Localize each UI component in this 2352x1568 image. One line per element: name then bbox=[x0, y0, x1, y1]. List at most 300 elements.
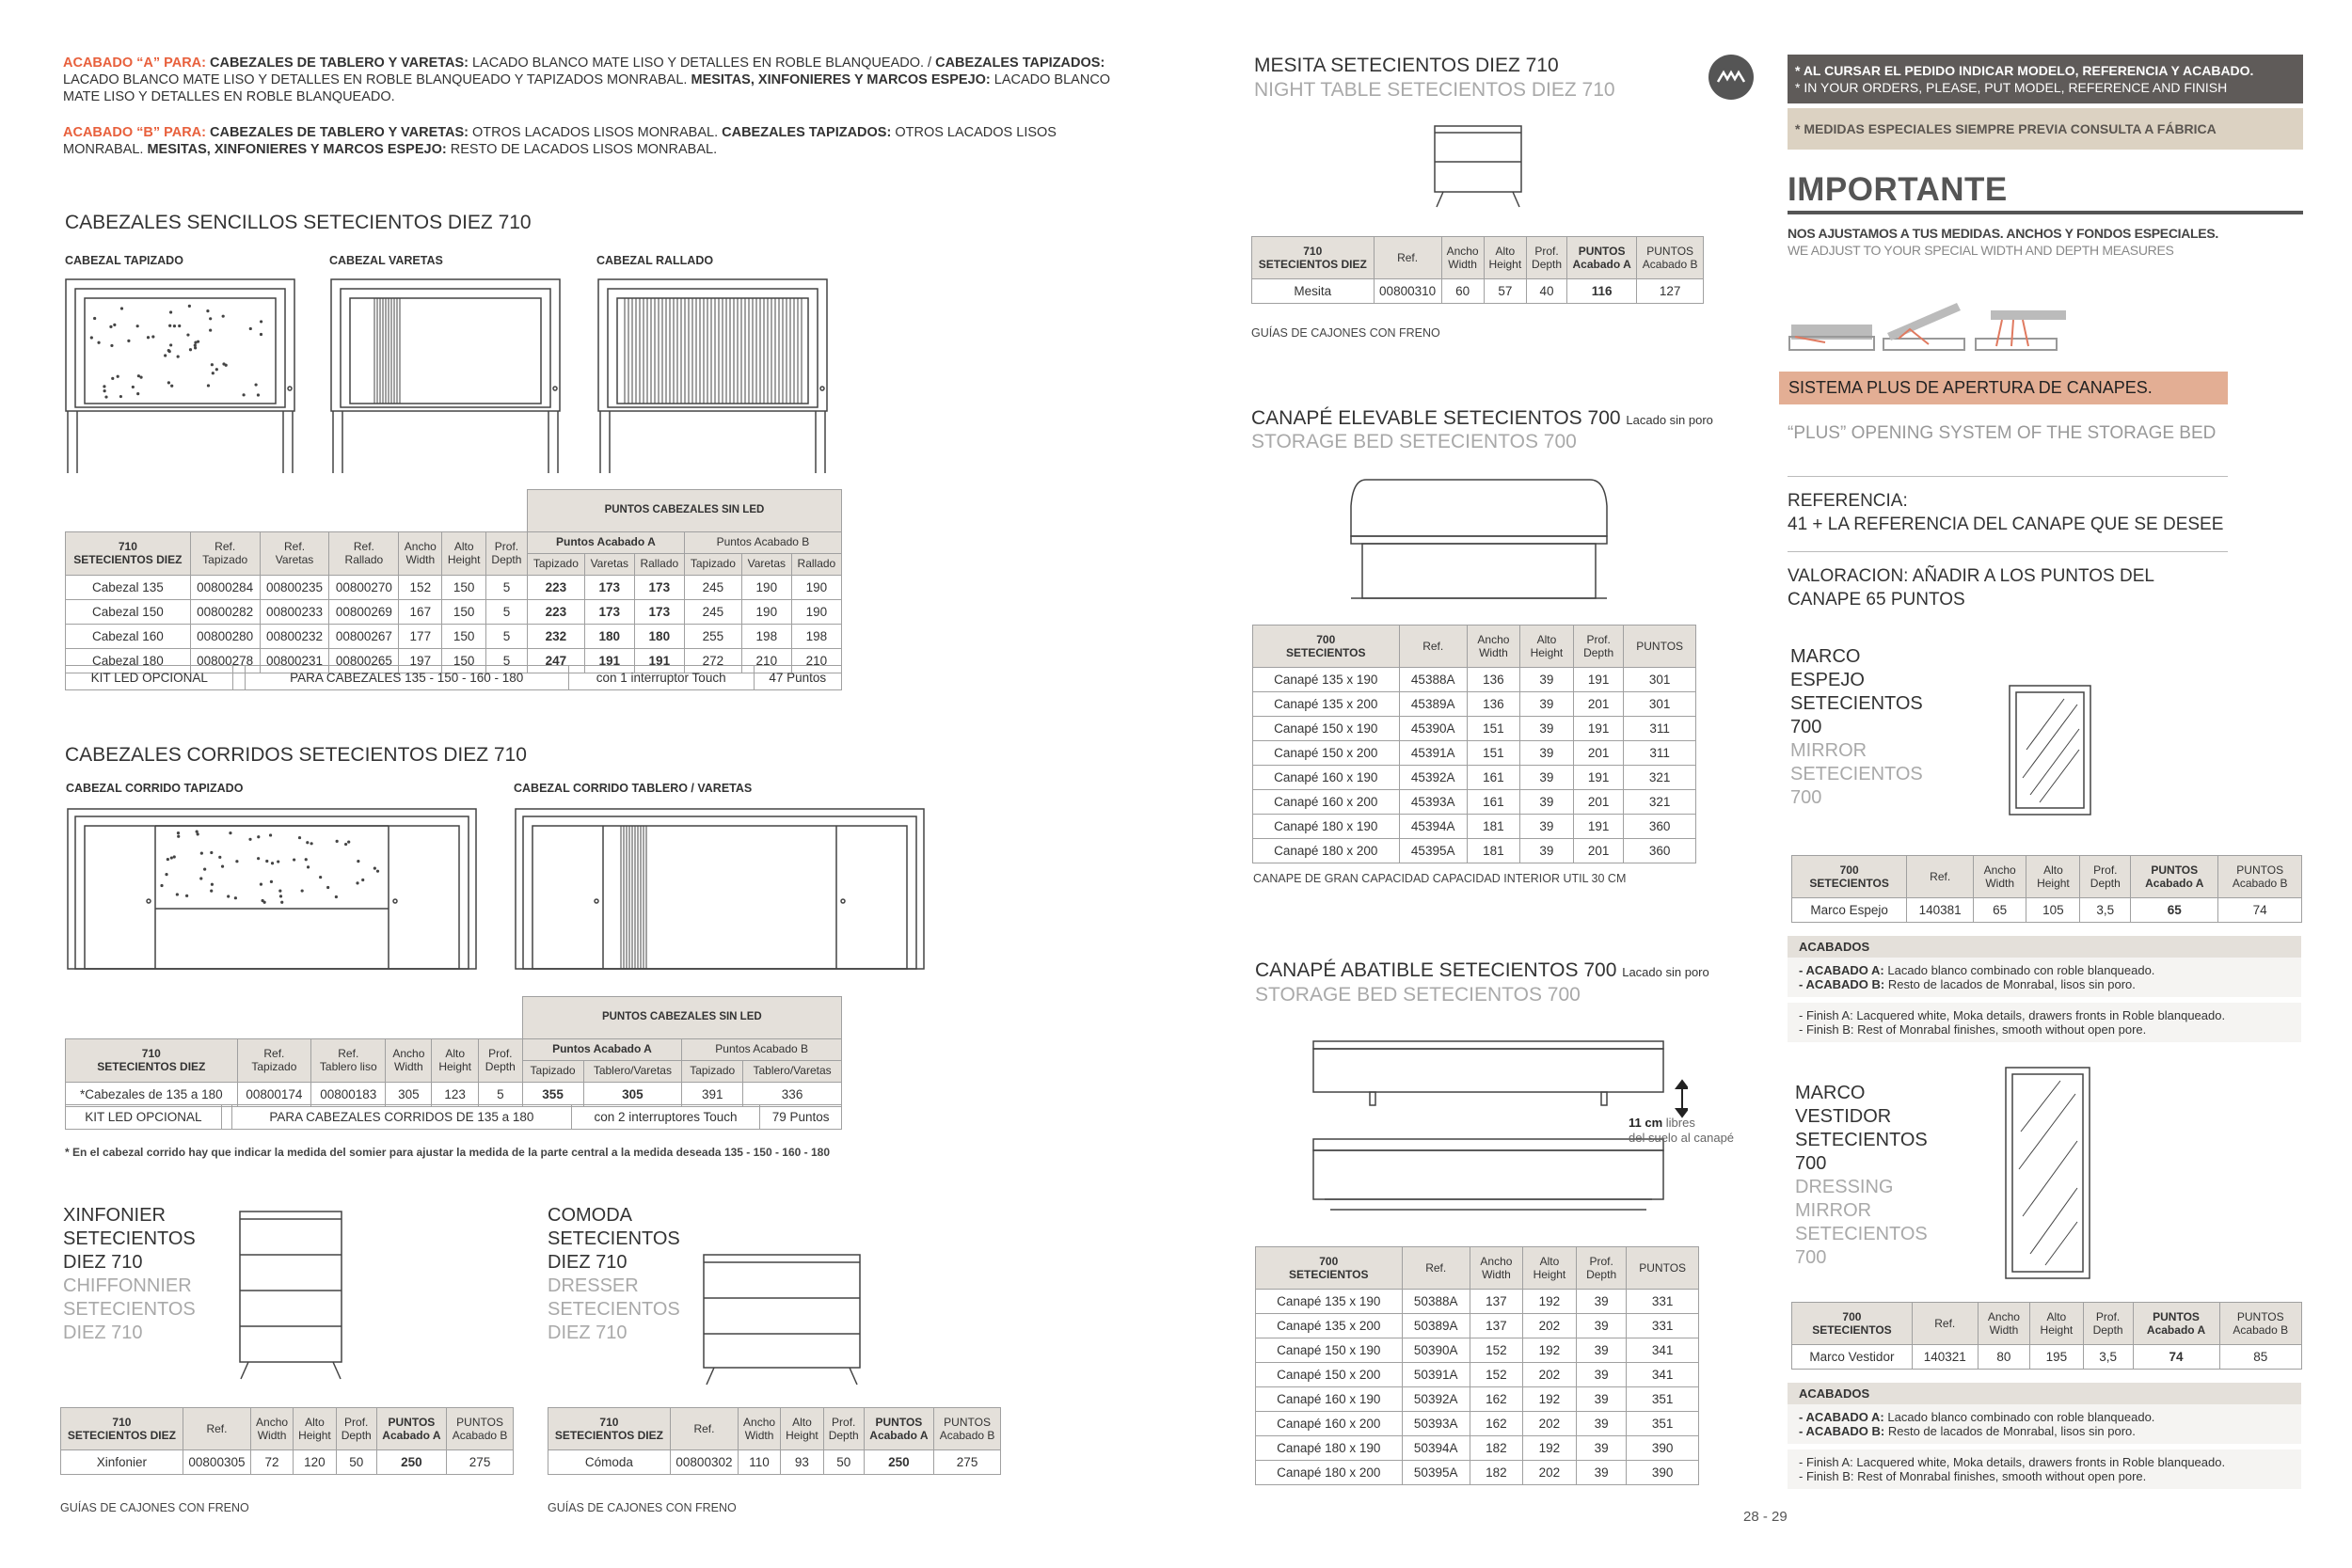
tuft-dot bbox=[356, 881, 358, 884]
table-cell: 245 bbox=[684, 575, 741, 599]
label-varetas: CABEZAL VARETAS bbox=[329, 254, 443, 267]
kit-cell: con 1 interruptor Touch bbox=[568, 666, 754, 690]
table-cell: 00800270 bbox=[329, 575, 399, 599]
table-cell: 202 bbox=[1522, 1461, 1576, 1485]
table-cell: 161 bbox=[1467, 790, 1519, 815]
table-cell: 45391A bbox=[1399, 741, 1467, 766]
tuft-dot bbox=[305, 858, 308, 861]
mesita-title: MESITA SETECIENTOS DIEZ 710 bbox=[1254, 55, 1559, 76]
table-cell: 152 bbox=[399, 575, 442, 599]
tuft-dot bbox=[119, 395, 122, 398]
table-cell: 360 bbox=[1624, 815, 1696, 839]
table-row bbox=[1256, 1314, 1699, 1338]
table-cell: 351 bbox=[1627, 1387, 1699, 1412]
table-cell: Canapé 180 x 190 bbox=[1256, 1436, 1403, 1461]
col-header: Prof. Depth bbox=[1573, 626, 1623, 668]
table-cell: 123 bbox=[432, 1082, 479, 1106]
tuft-dot bbox=[93, 317, 96, 320]
headboard-tapizado-drawing bbox=[66, 279, 294, 473]
table-cell: 355 bbox=[522, 1082, 583, 1106]
tuft-dot bbox=[103, 389, 106, 392]
table-cell: 57 bbox=[1484, 279, 1527, 304]
table-cell: 150 bbox=[442, 599, 486, 624]
canape-abatible-subtitle: STORAGE BED SETECIENTOS 700 bbox=[1255, 984, 1581, 1006]
kit-led-row-sencillos bbox=[65, 665, 842, 690]
kit-cell: KIT LED OPCIONAL bbox=[66, 1105, 222, 1130]
table-cell: 201 bbox=[1573, 692, 1623, 717]
tuft-dot bbox=[336, 840, 339, 843]
table-cell: 192 bbox=[1522, 1436, 1576, 1461]
col-group-b: Puntos Acabado B bbox=[682, 1038, 842, 1060]
table-row bbox=[1256, 1290, 1699, 1314]
table-cell: 39 bbox=[1519, 668, 1573, 692]
col-header: Ref. Tapizado bbox=[237, 1038, 311, 1082]
tuft-dot bbox=[260, 320, 262, 323]
table-cell: 150 bbox=[442, 648, 486, 673]
table-cell: 162 bbox=[1470, 1387, 1522, 1412]
table-cell: 00800232 bbox=[260, 624, 329, 648]
col-group-b: Puntos Acabado B bbox=[684, 531, 841, 553]
table-cell: 177 bbox=[399, 624, 442, 648]
table-cell: 85 bbox=[2219, 1345, 2301, 1370]
col-header: Prof. Depth bbox=[1527, 237, 1567, 279]
table-cell: 50390A bbox=[1402, 1338, 1470, 1363]
tuft-dot bbox=[90, 336, 93, 339]
table-cell: 00800284 bbox=[190, 575, 260, 599]
table-cell: 150 bbox=[442, 624, 486, 648]
col-subheader: Tapizado bbox=[522, 1060, 583, 1082]
table-cell: 50388A bbox=[1402, 1290, 1470, 1314]
mesita-drawing bbox=[1432, 124, 1526, 214]
col-header: 700 SETECIENTOS bbox=[1253, 626, 1400, 668]
table-row bbox=[548, 1450, 1001, 1475]
tuft-dot bbox=[173, 855, 176, 858]
table-cell: 311 bbox=[1624, 717, 1696, 741]
tuft-dot bbox=[210, 851, 213, 854]
table-cell: 39 bbox=[1576, 1314, 1626, 1338]
table-cell: 201 bbox=[1573, 839, 1623, 863]
table-cell: 173 bbox=[634, 599, 684, 624]
table-row bbox=[1256, 1436, 1699, 1461]
spacer bbox=[66, 997, 523, 1039]
table-cell: 247 bbox=[527, 648, 584, 673]
tuft-dot bbox=[212, 372, 215, 374]
text: LACADO BLANCO MATE LISO Y DETALLES EN ROBLE BLANQUEADO. bbox=[63, 72, 1111, 104]
tuft-dot bbox=[278, 890, 281, 893]
label-tapizado: CABEZAL TAPIZADO bbox=[65, 254, 183, 267]
col-subheader: Tapizado bbox=[527, 553, 584, 575]
tuft-dot bbox=[260, 883, 262, 886]
corrido-tablero-drawing bbox=[516, 809, 924, 969]
finish-b-en: - Finish B: Rest of Monrabal finishes, smooth without open pore. bbox=[1799, 1469, 2147, 1483]
finish-b-text: Resto de lacados de Monrabal, lisos sin poro. bbox=[1884, 977, 2136, 991]
finish-b-label: - ACABADO B: bbox=[1799, 977, 1885, 991]
acabados-box-vestidor bbox=[1788, 1383, 2301, 1489]
table-cell: 255 bbox=[684, 624, 741, 648]
table-cell: 210 bbox=[791, 648, 841, 673]
table-cell: 167 bbox=[399, 599, 442, 624]
table-cell: 105 bbox=[2026, 898, 2080, 923]
col-subheader: Rallado bbox=[634, 553, 684, 575]
title-line: VESTIDOR bbox=[1795, 1106, 1892, 1127]
table-cell: 40 bbox=[1527, 279, 1567, 304]
col-header: Ancho Width bbox=[1470, 1247, 1522, 1290]
col-header: PUNTOS Acabado B bbox=[1637, 237, 1704, 279]
tuft-dot bbox=[209, 317, 212, 320]
corrido-tapizado-drawing bbox=[68, 809, 476, 969]
divider bbox=[1788, 551, 2228, 552]
table-cell: *Cabezales de 135 a 180 bbox=[66, 1082, 238, 1106]
comoda-table bbox=[548, 1407, 1001, 1475]
valoracion-text: VALORACION: AÑADIR A LOS PUNTOS DEL bbox=[1788, 566, 2154, 586]
espejo-title bbox=[1790, 645, 1923, 810]
tuft-dot bbox=[177, 355, 180, 357]
tuft-dot bbox=[185, 895, 188, 897]
mesita-note: GUÍAS DE CAJONES CON FRENO bbox=[1251, 326, 1440, 340]
tuft-dot bbox=[257, 857, 260, 860]
col-subheader: Tapizado bbox=[684, 553, 741, 575]
tuft-dot bbox=[335, 895, 338, 898]
subtitle-line: 700 bbox=[1790, 787, 1822, 808]
tuft-dot bbox=[310, 842, 313, 845]
tuft-dot bbox=[221, 865, 224, 868]
table-cell: 152 bbox=[1470, 1363, 1522, 1387]
table-cell: 140381 bbox=[1907, 898, 1974, 923]
table-cell: Canapé 160 x 200 bbox=[1253, 790, 1400, 815]
table-cell: 232 bbox=[527, 624, 584, 648]
table-cell: Canapé 150 x 200 bbox=[1256, 1363, 1403, 1387]
canape-raised-icon bbox=[1976, 310, 2066, 350]
tuft-dot bbox=[194, 344, 197, 347]
vestidor-title bbox=[1795, 1082, 1928, 1270]
table-cell: 191 bbox=[1573, 717, 1623, 741]
table-cell: 192 bbox=[1522, 1290, 1576, 1314]
tuft-dot bbox=[117, 375, 119, 378]
tuft-dot bbox=[306, 841, 309, 844]
tuft-dot bbox=[151, 335, 154, 338]
tuft-dot bbox=[194, 346, 197, 349]
canape-abatible-title bbox=[1255, 958, 1709, 984]
table-row bbox=[61, 1450, 514, 1475]
table-cell: 390 bbox=[1627, 1461, 1699, 1485]
table-cell: 50392A bbox=[1402, 1387, 1470, 1412]
headboard-varetas-drawing bbox=[331, 279, 560, 473]
tuft-dot bbox=[361, 879, 364, 881]
table-cell: 39 bbox=[1519, 815, 1573, 839]
col-header: Ref. bbox=[1402, 1247, 1470, 1290]
table-cell: 127 bbox=[1637, 279, 1704, 304]
table-cell: 331 bbox=[1627, 1314, 1699, 1338]
col-header: 710 SETECIENTOS DIEZ bbox=[61, 1408, 183, 1450]
table-cell: Canapé 160 x 200 bbox=[1256, 1412, 1403, 1436]
comoda-note: GUÍAS DE CAJONES CON FRENO bbox=[548, 1501, 737, 1514]
col-header: PUNTOS Acabado A bbox=[864, 1408, 933, 1450]
text: LACADO BLANCO MATE LISO Y DETALLES EN ROBLE BLANQUEADO. / bbox=[469, 55, 936, 71]
title-line: ESPEJO bbox=[1790, 670, 1865, 690]
col-header: Ref. bbox=[1907, 856, 1974, 898]
table-cell: 191 bbox=[1573, 815, 1623, 839]
tuft-dot bbox=[167, 381, 170, 384]
table-cell: 190 bbox=[791, 575, 841, 599]
table-cell: 202 bbox=[1522, 1363, 1576, 1387]
order-notice bbox=[1788, 55, 2303, 103]
table-cell: 00800310 bbox=[1374, 279, 1441, 304]
table-cell: Canapé 150 x 190 bbox=[1253, 717, 1400, 741]
adjust-es: NOS AJUSTAMOS A TUS MEDIDAS. ANCHOS Y FONDOS ESPECIALES. bbox=[1788, 226, 2218, 241]
table-cell: 45393A bbox=[1399, 790, 1467, 815]
table-cell: 152 bbox=[1470, 1338, 1522, 1363]
title-line: XINFONIER bbox=[63, 1205, 166, 1226]
tuft-dot bbox=[269, 833, 272, 836]
table-cell: 245 bbox=[684, 599, 741, 624]
tuft-dot bbox=[113, 324, 116, 326]
table-cell: 311 bbox=[1624, 741, 1696, 766]
tuft-dot bbox=[136, 392, 139, 395]
label-corrido-tapizado: CABEZAL CORRIDO TAPIZADO bbox=[66, 782, 244, 795]
tuft-dot bbox=[164, 354, 167, 356]
table-cell: 45389A bbox=[1399, 692, 1467, 717]
col-header: PUNTOS Acabado A bbox=[1566, 237, 1636, 279]
tuft-dot bbox=[169, 310, 172, 313]
table-cell: 201 bbox=[1573, 741, 1623, 766]
kit-cell: 79 Puntos bbox=[760, 1105, 842, 1130]
table-cell: 60 bbox=[1441, 279, 1484, 304]
table-cell: Cabezal 160 bbox=[66, 624, 191, 648]
col-header: Ref. Tablero liso bbox=[311, 1038, 386, 1082]
finish-a-en: - Finish A: Lacquered white, Moka details, drawers fronts in Roble blanqueado. bbox=[1799, 1455, 2226, 1469]
table-cell: 162 bbox=[1470, 1412, 1522, 1436]
col-subheader: Tablero/Varetas bbox=[583, 1060, 682, 1082]
text-bold: MESITAS, XINFONIERES Y MARCOS ESPEJO: bbox=[691, 72, 991, 87]
table-cell: 00800233 bbox=[260, 599, 329, 624]
tuft-dot bbox=[160, 884, 163, 887]
section-title-sencillos: CABEZALES SENCILLOS SETECIENTOS DIEZ 710 bbox=[65, 212, 532, 233]
col-header: PUNTOS bbox=[1624, 626, 1696, 668]
tuft-dot bbox=[270, 880, 273, 883]
title-note: Lacado sin poro bbox=[1622, 965, 1709, 979]
table-cell: Canapé 135 x 190 bbox=[1253, 668, 1400, 692]
col-header: Prof. Depth bbox=[479, 1038, 523, 1082]
table-cell: 137 bbox=[1470, 1290, 1522, 1314]
table-cell: 305 bbox=[386, 1082, 432, 1106]
table-cell: Canapé 180 x 190 bbox=[1253, 815, 1400, 839]
subtitle-line: 700 bbox=[1795, 1247, 1827, 1268]
table-row bbox=[1253, 766, 1696, 790]
text-bold: CABEZALES TAPIZADOS: bbox=[722, 125, 892, 140]
tufting-pattern bbox=[90, 305, 262, 399]
group-header: PUNTOS CABEZALES SIN LED bbox=[527, 490, 841, 532]
tuft-dot bbox=[215, 368, 218, 371]
table-cell: 151 bbox=[1467, 741, 1519, 766]
xinfonier-table bbox=[60, 1407, 514, 1475]
table-cell: Canapé 135 x 200 bbox=[1253, 692, 1400, 717]
table-cell: 00800282 bbox=[190, 599, 260, 624]
col-header: Alto Height bbox=[442, 531, 486, 575]
table-cell: 3,5 bbox=[2083, 1345, 2133, 1370]
tuft-dot bbox=[257, 835, 260, 838]
comoda-title bbox=[548, 1204, 680, 1345]
cabezales-corridos-table bbox=[65, 996, 842, 1107]
page-number: 28 - 29 bbox=[1743, 1509, 1788, 1525]
table-cell: 191 bbox=[634, 648, 684, 673]
table-row bbox=[1256, 1338, 1699, 1363]
notice-es: * AL CURSAR EL PEDIDO INDICAR MODELO, REFERENCIA Y ACABADO. bbox=[1795, 63, 2254, 78]
table-cell: 341 bbox=[1627, 1338, 1699, 1363]
table-cell: Canapé 150 x 190 bbox=[1256, 1338, 1403, 1363]
table-cell: 191 bbox=[1573, 668, 1623, 692]
table-row bbox=[1253, 839, 1696, 863]
title-line: MARCO bbox=[1795, 1083, 1866, 1103]
tuft-dot bbox=[376, 870, 379, 873]
tuft-dot bbox=[280, 901, 283, 904]
col-group-a: Puntos Acabado A bbox=[522, 1038, 682, 1060]
subtitle-line: DRESSER bbox=[548, 1275, 639, 1296]
tuft-dot bbox=[170, 385, 173, 388]
col-header: Alto Height bbox=[432, 1038, 479, 1082]
table-cell: Marco Espejo bbox=[1792, 898, 1907, 923]
kit-cell: con 2 interruptores Touch bbox=[571, 1105, 759, 1130]
xinfonier-note: GUÍAS DE CAJONES CON FRENO bbox=[60, 1501, 249, 1514]
table-cell: 5 bbox=[486, 575, 528, 599]
clearance-value: 11 cm bbox=[1629, 1116, 1663, 1130]
table-row bbox=[1256, 1412, 1699, 1436]
table-cell: 45394A bbox=[1399, 815, 1467, 839]
finish-a-label: ACABADO “A” PARA: bbox=[63, 55, 206, 71]
table-cell: 223 bbox=[527, 599, 584, 624]
tuft-dot bbox=[227, 895, 230, 897]
table-row bbox=[66, 624, 842, 648]
col-header: PUNTOS Acabado B bbox=[934, 1408, 1001, 1450]
table-cell: 136 bbox=[1467, 692, 1519, 717]
tuft-dot bbox=[307, 865, 310, 868]
label-corrido-tablero: CABEZAL CORRIDO TABLERO / VARETAS bbox=[514, 782, 753, 795]
subtitle-line: MIRROR bbox=[1790, 740, 1867, 761]
table-cell: 341 bbox=[1627, 1363, 1699, 1387]
title-line: MARCO bbox=[1790, 646, 1861, 667]
tuft-dot bbox=[357, 860, 359, 863]
importante-heading: IMPORTANTE bbox=[1788, 171, 2008, 208]
col-header: 710 SETECIENTOS DIEZ bbox=[548, 1408, 671, 1450]
table-cell: 93 bbox=[781, 1450, 824, 1475]
table-cell: 39 bbox=[1519, 741, 1573, 766]
tuft-dot bbox=[167, 858, 169, 861]
tuft-dot bbox=[127, 340, 130, 342]
table-cell: 391 bbox=[682, 1082, 743, 1106]
finish-b-en: - Finish B: Rest of Monrabal finishes, smooth without open pore. bbox=[1799, 1022, 2147, 1037]
kit-cell bbox=[221, 1105, 231, 1130]
col-header: Alto Height bbox=[294, 1408, 337, 1450]
table-cell: 202 bbox=[1522, 1314, 1576, 1338]
table-cell: 65 bbox=[2131, 898, 2218, 923]
text: OTROS LACADOS LISOS MONRABAL. bbox=[63, 125, 1057, 157]
vestidor-table bbox=[1791, 1302, 2302, 1370]
col-header: Ancho Width bbox=[1441, 237, 1484, 279]
subtitle-line: SETECIENTOS bbox=[1795, 1224, 1928, 1244]
table-cell: 5 bbox=[486, 648, 528, 673]
headboard-rallado-drawing bbox=[598, 279, 827, 473]
table-cell: 390 bbox=[1627, 1436, 1699, 1461]
col-header: Alto Height bbox=[2026, 856, 2080, 898]
canape-opening-icons bbox=[1788, 301, 2089, 353]
table-cell: Canapé 160 x 190 bbox=[1256, 1387, 1403, 1412]
canape-closed-icon bbox=[1789, 325, 1874, 350]
text-bold: MESITAS, XINFONIERES Y MARCOS ESPEJO: bbox=[147, 142, 447, 157]
table-cell: 351 bbox=[1627, 1412, 1699, 1436]
table-cell: Canapé 150 x 200 bbox=[1253, 741, 1400, 766]
tuft-dot bbox=[235, 860, 238, 863]
corrido-drawings bbox=[66, 807, 931, 976]
table-cell: Canapé 135 x 190 bbox=[1256, 1290, 1403, 1314]
table-cell: 00800183 bbox=[311, 1082, 386, 1106]
tuft-dot bbox=[263, 901, 266, 904]
table-cell: 5 bbox=[486, 624, 528, 648]
col-header: PUNTOS Acabado B bbox=[447, 1408, 514, 1450]
col-header: 710 SETECIENTOS DIEZ bbox=[66, 531, 191, 575]
tuft-dot bbox=[169, 343, 172, 346]
col-header: Alto Height bbox=[1519, 626, 1573, 668]
subtitle-line: SETECIENTOS bbox=[63, 1299, 196, 1320]
clearance-arrow-icon bbox=[1677, 1081, 1688, 1117]
col-header: PUNTOS Acabado B bbox=[2218, 856, 2302, 898]
tuft-dot bbox=[222, 315, 225, 318]
col-header: Alto Height bbox=[2030, 1303, 2083, 1345]
table-cell: 50 bbox=[336, 1450, 376, 1475]
tuft-dot bbox=[177, 835, 180, 838]
tuft-dot bbox=[203, 868, 206, 871]
col-header: Ancho Width bbox=[386, 1038, 432, 1082]
divider bbox=[1788, 476, 2228, 477]
table-cell: 00800278 bbox=[190, 648, 260, 673]
table-cell: 191 bbox=[584, 648, 634, 673]
tuft-dot bbox=[301, 889, 304, 892]
tuft-dot bbox=[137, 374, 140, 377]
col-header: Ancho Width bbox=[1974, 856, 2026, 898]
col-header: Ref. Rallado bbox=[329, 531, 399, 575]
xinfonier-title bbox=[63, 1204, 196, 1345]
spacer bbox=[66, 490, 528, 532]
table-cell: Mesita bbox=[1252, 279, 1375, 304]
finish-b-text: Resto de lacados de Monrabal, lisos sin poro. bbox=[1884, 1424, 2136, 1438]
col-header: Ref. bbox=[1374, 237, 1441, 279]
dressing-mirror-drawing bbox=[2004, 1066, 2093, 1282]
table-cell: Canapé 180 x 200 bbox=[1256, 1461, 1403, 1485]
col-header: PUNTOS Acabado A bbox=[2133, 1303, 2219, 1345]
group-header: PUNTOS CABEZALES SIN LED bbox=[522, 997, 841, 1039]
tuft-dot bbox=[242, 393, 245, 396]
table-row bbox=[1253, 815, 1696, 839]
col-header: Prof. Depth bbox=[2083, 1303, 2133, 1345]
finish-b-label: - ACABADO B: bbox=[1799, 1424, 1885, 1438]
tuft-dot bbox=[177, 832, 180, 834]
table-cell: 250 bbox=[864, 1450, 933, 1475]
title-line: 700 bbox=[1790, 717, 1822, 737]
table-cell: 39 bbox=[1576, 1412, 1626, 1436]
text: del suelo al canapé bbox=[1629, 1131, 1735, 1145]
table-cell: 272 bbox=[684, 648, 741, 673]
tuft-dot bbox=[173, 325, 176, 327]
table-cell: 39 bbox=[1519, 839, 1573, 863]
table-row bbox=[1252, 279, 1704, 304]
subtitle-line: MIRROR bbox=[1795, 1200, 1872, 1221]
table-cell: Cómoda bbox=[548, 1450, 671, 1475]
table-cell: 39 bbox=[1576, 1290, 1626, 1314]
col-header: 700 SETECIENTOS bbox=[1256, 1247, 1403, 1290]
tuft-dot bbox=[248, 838, 251, 841]
table-cell: 321 bbox=[1624, 766, 1696, 790]
tuft-dot bbox=[196, 830, 199, 832]
tuft-dot bbox=[176, 893, 179, 895]
col-header: PUNTOS bbox=[1627, 1247, 1699, 1290]
